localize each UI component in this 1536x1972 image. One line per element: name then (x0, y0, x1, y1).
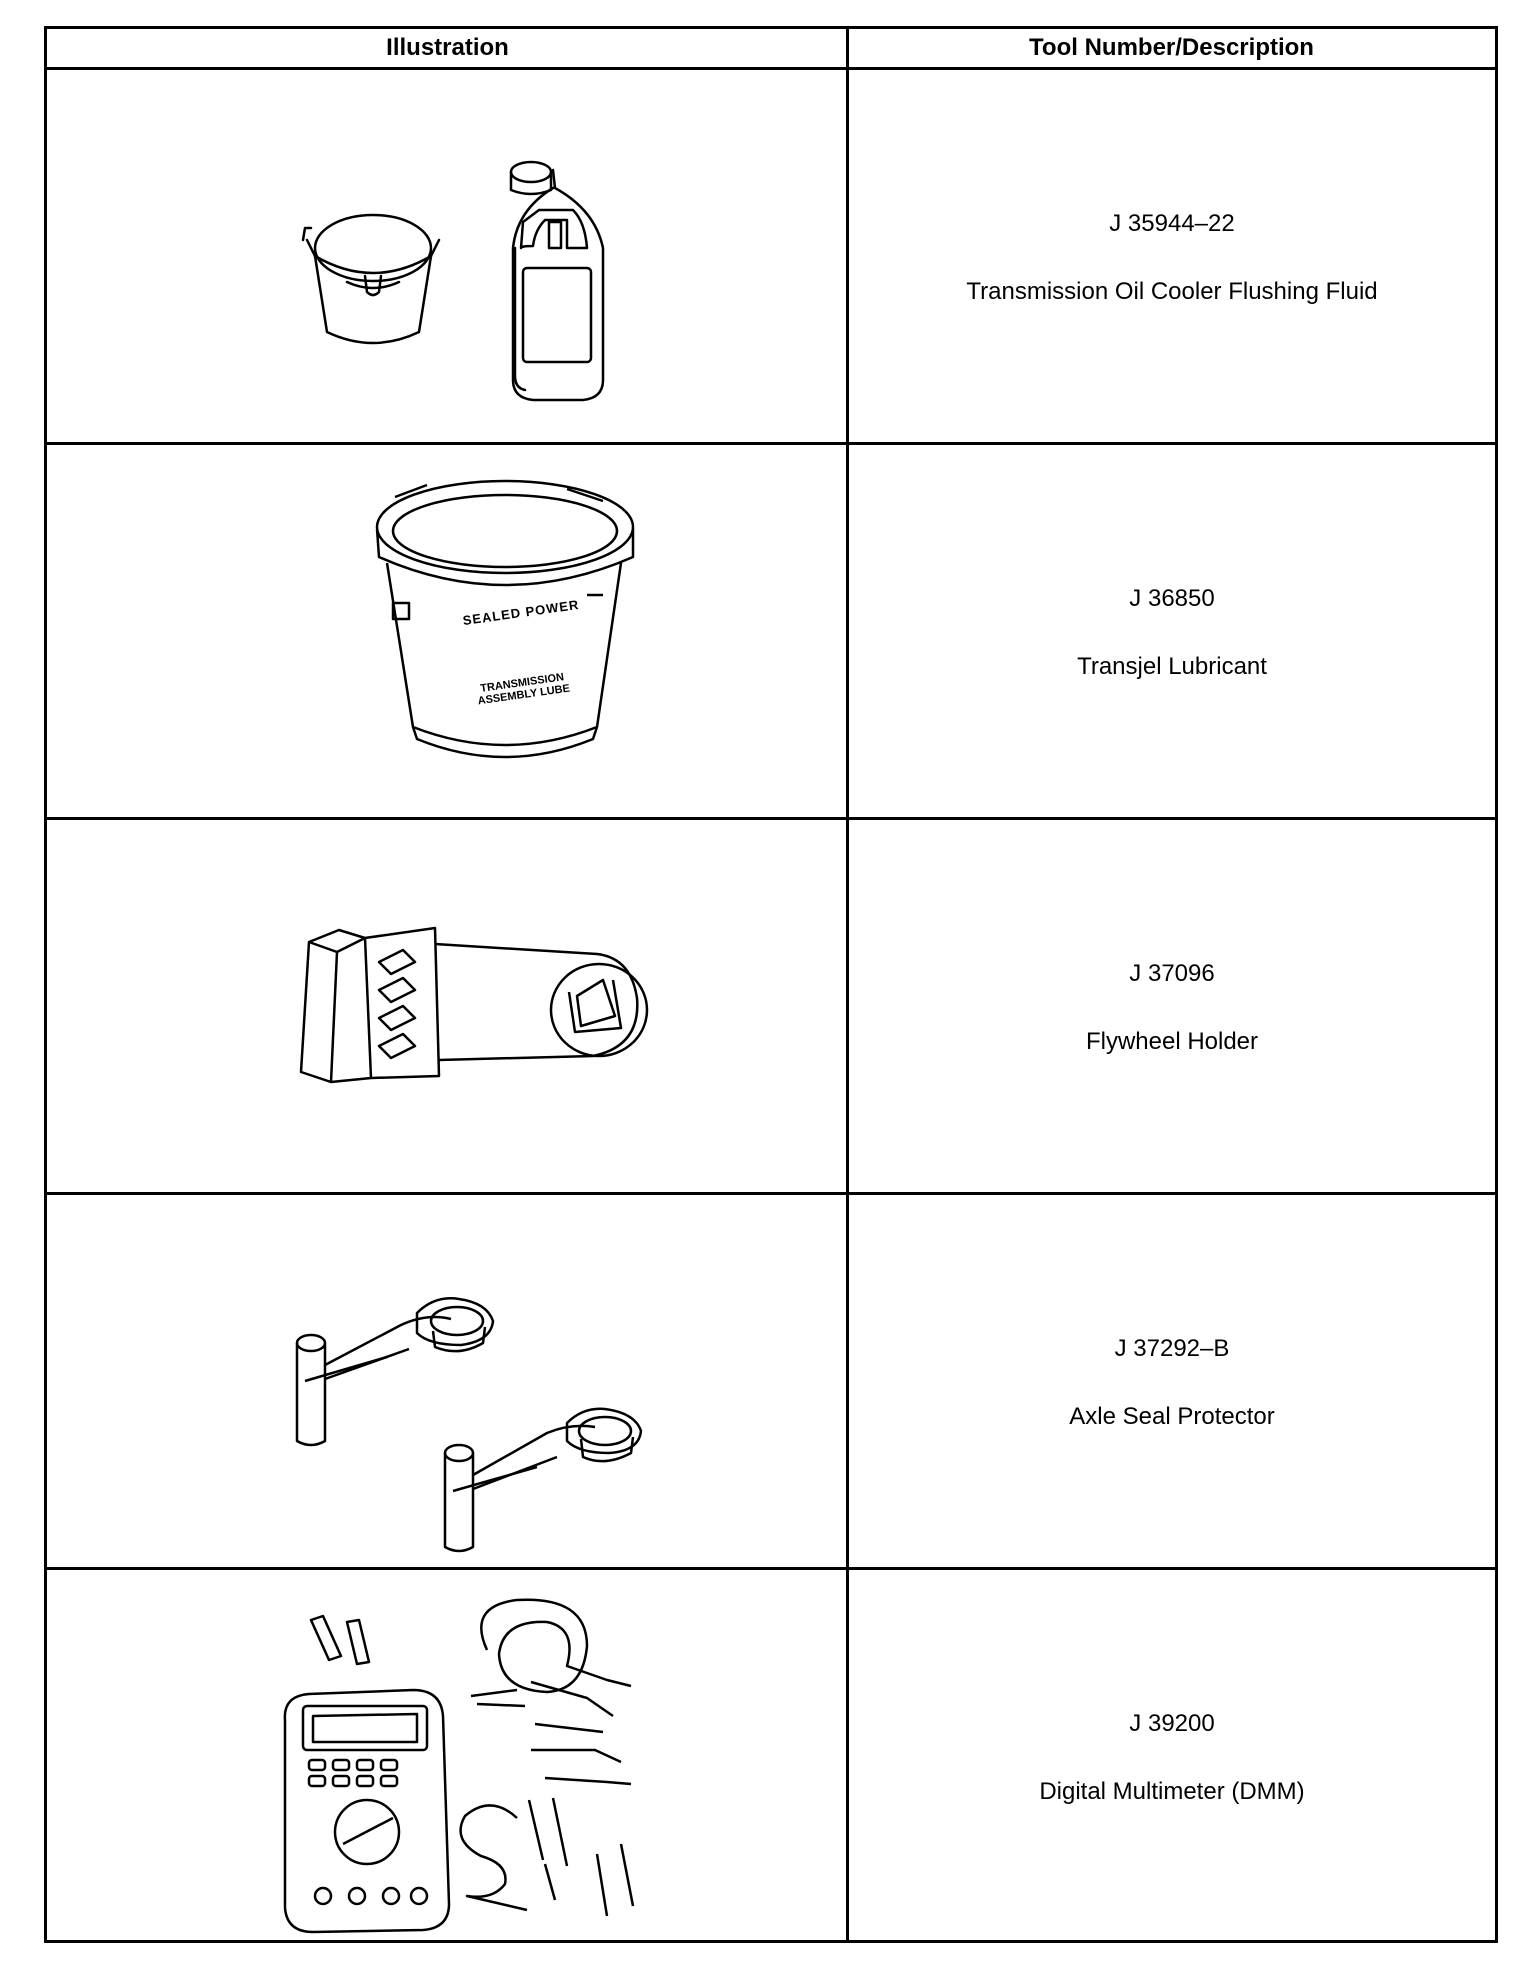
tool-number: J 35944–22 (1109, 210, 1235, 237)
illustration-cell (47, 70, 846, 442)
illustration-cell (47, 445, 846, 817)
table-row (47, 70, 1495, 445)
tool-number: J 37096 (1129, 960, 1215, 987)
header-illustration: Illustration (386, 34, 509, 61)
header-tool-number-description: Tool Number/Description (1029, 34, 1314, 61)
tub-label-brand: SEALED POWER (461, 596, 581, 629)
table-header (47, 29, 1495, 70)
tub-label-product: TRANSMISSION ASSEMBLY LUBE (476, 671, 571, 708)
tool-description: Digital Multimeter (DMM) (1039, 1778, 1305, 1805)
lubricant-tub-icon (47, 445, 846, 817)
description-cell (849, 820, 1495, 1192)
tool-description: Flywheel Holder (1085, 1028, 1259, 1055)
table-row (47, 1195, 1495, 1570)
description-cell (849, 1570, 1495, 1942)
table-row (47, 1570, 1495, 1945)
flushing-fluid-bucket-and-jug-icon (47, 70, 846, 442)
description-cell (849, 445, 1495, 817)
table-row (47, 820, 1495, 1195)
illustration-cell (47, 1195, 846, 1567)
tool-number: J 36850 (1129, 585, 1215, 612)
tool-description: Axle Seal Protector (1069, 1403, 1275, 1430)
illustration-cell (47, 1570, 846, 1942)
illustration-cell (47, 820, 846, 1192)
description-cell (849, 70, 1495, 442)
tool-number: J 39200 (1129, 1710, 1215, 1737)
tool-number: J 37292–B (1114, 1335, 1230, 1362)
tool-description: Transjel Lubricant (1077, 653, 1267, 680)
axle-seal-protector-icon (47, 1195, 846, 1567)
table-row (47, 445, 1495, 820)
digital-multimeter-icon (47, 1570, 846, 1942)
tool-table (44, 26, 1498, 1943)
description-cell (849, 1195, 1495, 1567)
tool-description: Transmission Oil Cooler Flushing Fluid (966, 278, 1378, 305)
flywheel-holder-icon (47, 820, 846, 1192)
